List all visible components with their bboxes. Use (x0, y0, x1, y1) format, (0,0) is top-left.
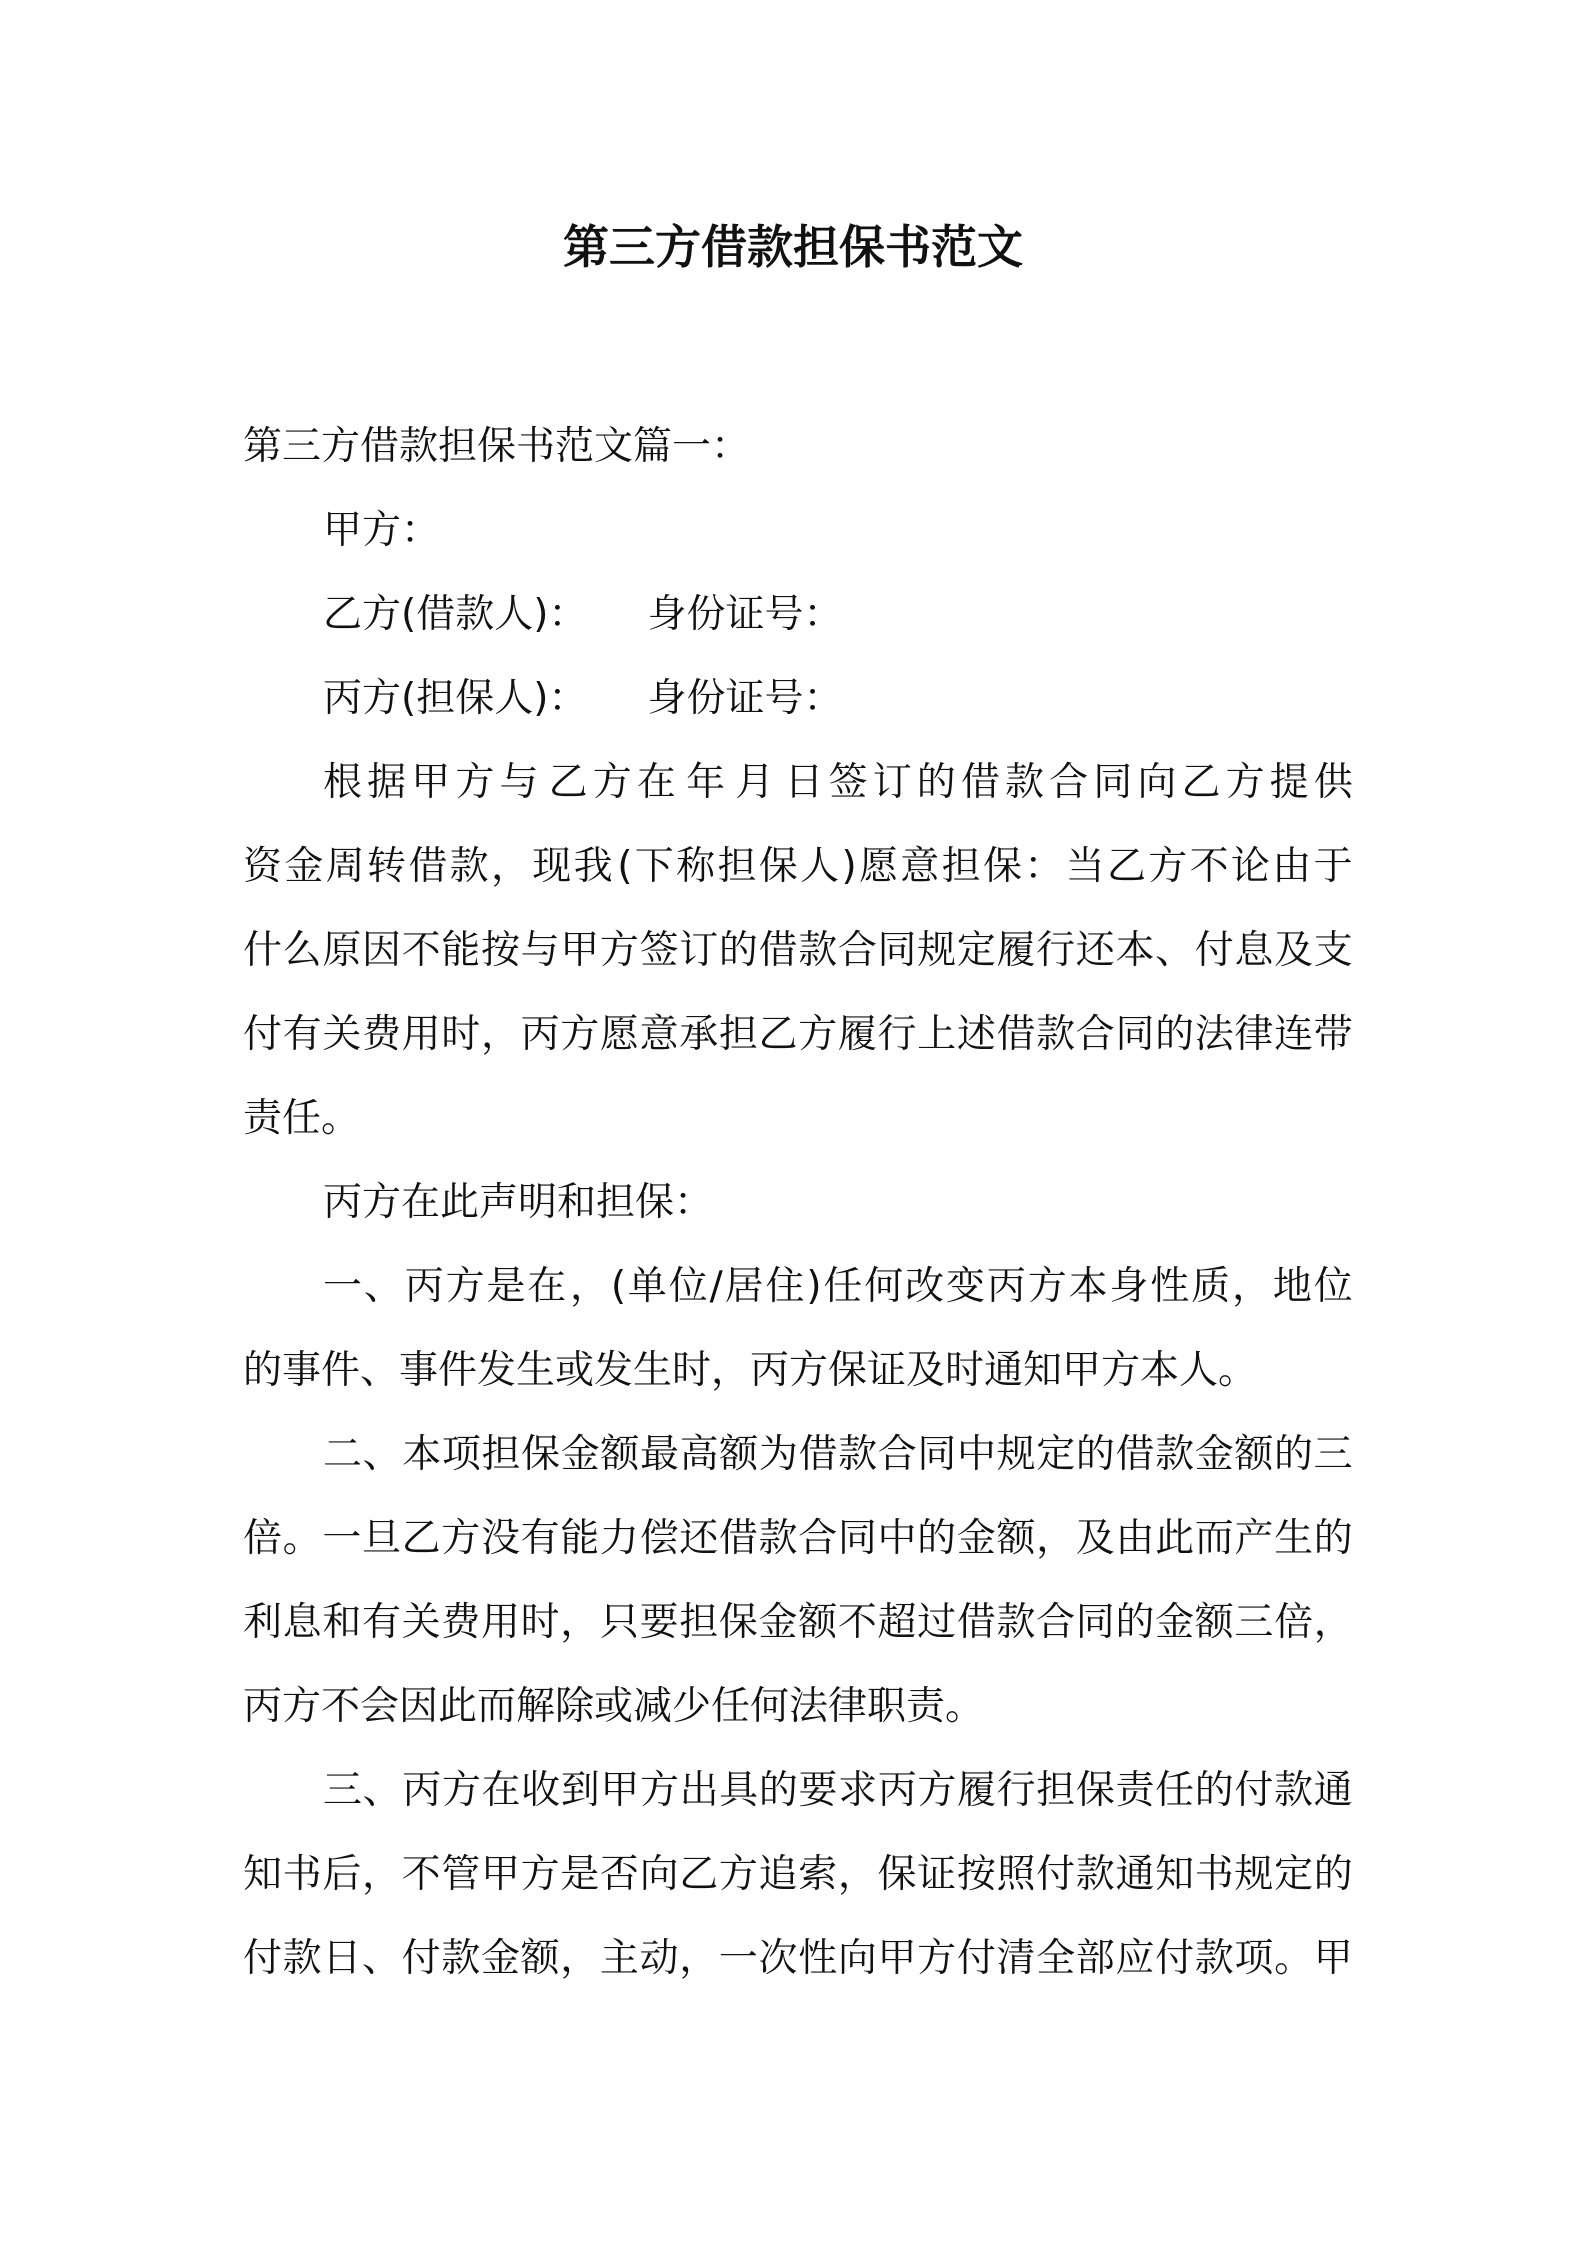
paragraph-line: 付 有 关 费 用 时 ， 丙 方 愿 意 承 担 乙 方 履 行 上 述 借 款 合 同 的 法 律 连 带 (243, 1012, 1353, 1057)
section-heading: 第三方借款担保书范文篇一： (243, 424, 751, 469)
paragraph-line: 一 、 丙 方 是 在 ， ( 单 位 / 居 住 ) 任 何 改 变 丙 方 本 身 性 质 ， 地 位 (323, 1264, 1353, 1309)
paragraph-agreement (243, 741, 1353, 1161)
paragraph-clause-1 (243, 1245, 1353, 1413)
paragraph-clause-3 (243, 1749, 1353, 2001)
party-b-label: 乙方(借款人)： (323, 592, 588, 637)
party-b-field (243, 573, 1353, 657)
paragraph-line: 倍 。 一 旦 乙 方 没 有 能 力 偿 还 借 款 合 同 中 的 金 额 ， 及 由 此 而 产 生 的 (243, 1516, 1353, 1561)
party-c-id-label: 身份证号： (647, 676, 843, 721)
paragraph-line: 利 息 和 有 关 费 用 时 ， 只 要 担 保 金 额 不 超 过 借 款 合 同 的 金 额 三 倍 ， (243, 1600, 1353, 1645)
paragraph-declaration: 丙方在此声明和担保： (323, 1180, 714, 1225)
paragraph-line: 责任。 (243, 1096, 361, 1141)
document-title: 第三方借款担保书范文 (563, 220, 1023, 274)
paragraph-line: 三 、 丙 方 在 收 到 甲 方 出 具 的 要 求 丙 方 履 行 担 保 责 任 的 付 款 通 (323, 1768, 1353, 1813)
paragraph-line: 知 书 后 ， 不 管 甲 方 是 否 向 乙 方 追 索 ， 保 证 按 照 付 款 通 知 书 规 定 的 (243, 1852, 1353, 1897)
party-a-field: 甲方： (323, 508, 441, 553)
party-c-field (243, 657, 1353, 741)
paragraph-line: 的事件、事件发生或发生时，丙方保证及时通知甲方本人。 (243, 1348, 1258, 1393)
paragraph-line: 丙方不会因此而解除或减少任何法律职责。 (243, 1684, 985, 1729)
paragraph-line: 付 款 日 、 付 款 金 额 ， 主 动 ， 一 次 性 向 甲 方 付 清 全 部 应 付 款 项 。 甲 (243, 1936, 1353, 1981)
paragraph-line: 二 、 本 项 担 保 金 额 最 高 额 为 借 款 合 同 中 规 定 的 借 款 金 额 的 三 (323, 1432, 1353, 1477)
document-body (243, 405, 1353, 2001)
paragraph-clause-2 (243, 1413, 1353, 1749)
paragraph-line: 什 么 原 因 不 能 按 与 甲 方 签 订 的 借 款 合 同 规 定 履 行 还 本 、 付 息 及 支 (243, 928, 1353, 973)
party-b-id-label: 身份证号： (647, 592, 843, 637)
paragraph-line: 根 据 甲 方 与 乙 方 在 年 月 日 签 订 的 借 款 合 同 向 乙 方 提 供 (323, 760, 1353, 805)
paragraph-line: 资 金 周 转 借 款 ， 现 我 ( 下 称 担 保 人 ) 愿 意 担 保 ： 当 乙 方 不 论 由 于 (243, 844, 1353, 889)
party-c-label: 丙方(担保人)： (323, 676, 588, 721)
